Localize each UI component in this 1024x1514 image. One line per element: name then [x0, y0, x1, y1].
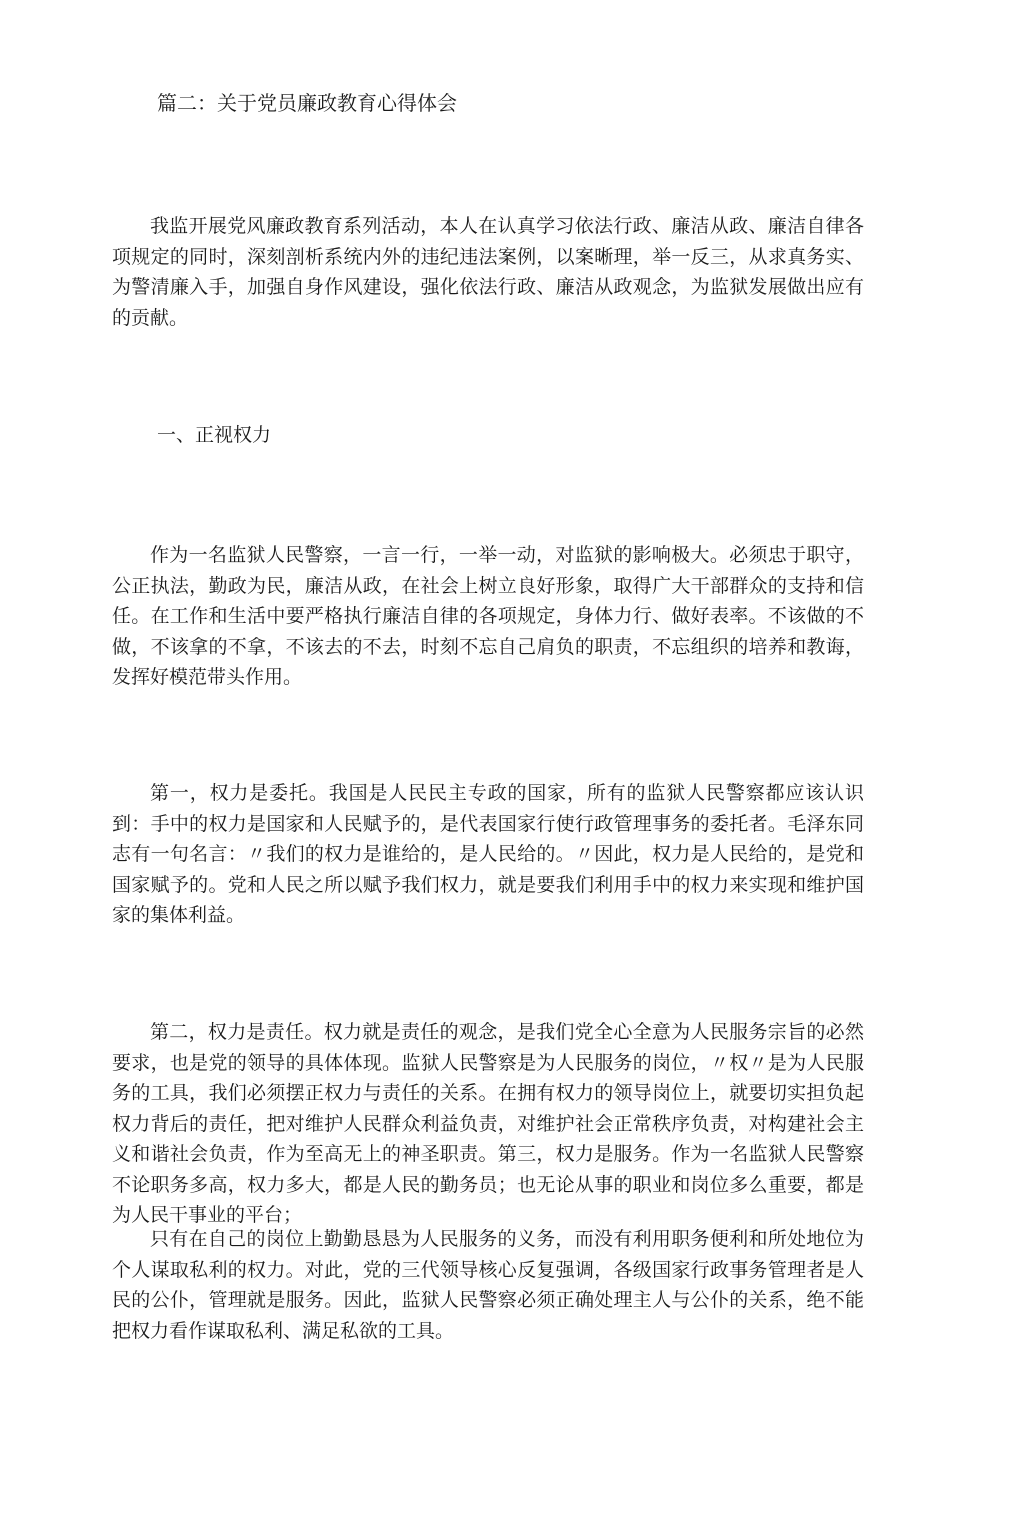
section-heading: 一、正视权力	[157, 424, 272, 446]
paragraph-power-entrusted: 第一，权力是委托。我国是人民民主专政的国家，所有的监狱人民警察都应该认识到：手中的权力是国家和人民赋予的，是代表国家行使行政管理事务的委托者。毛泽东同志有一句名言：〃我们的权力是谁给的，是人民给的。〃因此，权力是人民给的，是党和国家赋予的。党和人民之所以赋予我们权力，就是要我们利用手中的权力来实现和维护国家的集体利益。	[112, 782, 864, 926]
paragraph-power-responsibility: 第二，权力是责任。权力就是责任的观念，是我们党全心全意为人民服务宗旨的必然要求，也是党的领导的具体体现。监狱人民警察是为人民服务的岗位，〃权〃是为人民服务的工具，我们必须摆正权力与责任的关系。在拥有权力的领导岗位上，就要切实担负起权力背后的责任，把对维护人民群众利益负责，对维护社会正常秩序负责，对构建社会主义和谐社会负责，作为至高无上的神圣职责。第三，权力是服务。作为一名监狱人民警察不论职务多高，权力多大，都是人民的勤务员；也无论从事的职业和岗位多么重要，都是为人民干事业的平台；	[112, 1021, 864, 1226]
paragraph-intro: 我监开展党风廉政教育系列活动，本人在认真学习依法行政、廉洁从政、廉洁自律各项规定的同时，深刻剖析系统内外的违纪违法案例，以案晰理，举一反三，从求真务实、为警清廉入手，加强自身作风建设，强化依法行政、廉洁从政观念，为监狱发展做出应有的贡献。	[112, 215, 864, 329]
document-title: 篇二：关于党员廉政教育心得体会	[157, 91, 457, 115]
paragraph-power-service: 只有在自己的岗位上勤勤恳恳为人民服务的义务，而没有利用职务便利和所处地位为个人谋取私利的权力。对此，党的三代领导核心反复强调，各级国家行政事务管理者是人民的公仆，管理就是服务。因此，监狱人民警察必须正确处理主人与公仆的关系，绝不能把权力看作谋取私利、满足私欲的工具。	[112, 1228, 864, 1342]
paragraph-role: 作为一名监狱人民警察，一言一行，一举一动，对监狱的影响极大。必须忠于职守，公正执法，勤政为民，廉洁从政，在社会上树立良好形象，取得广大干部群众的支持和信任。在工作和生活中要严格执行廉洁自律的各项规定，身体力行、做好表率。不该做的不做，不该拿的不拿，不该去的不去，时刻不忘自己肩负的职责，不忘组织的培养和教诲，发挥好模范带头作用。	[112, 544, 864, 688]
